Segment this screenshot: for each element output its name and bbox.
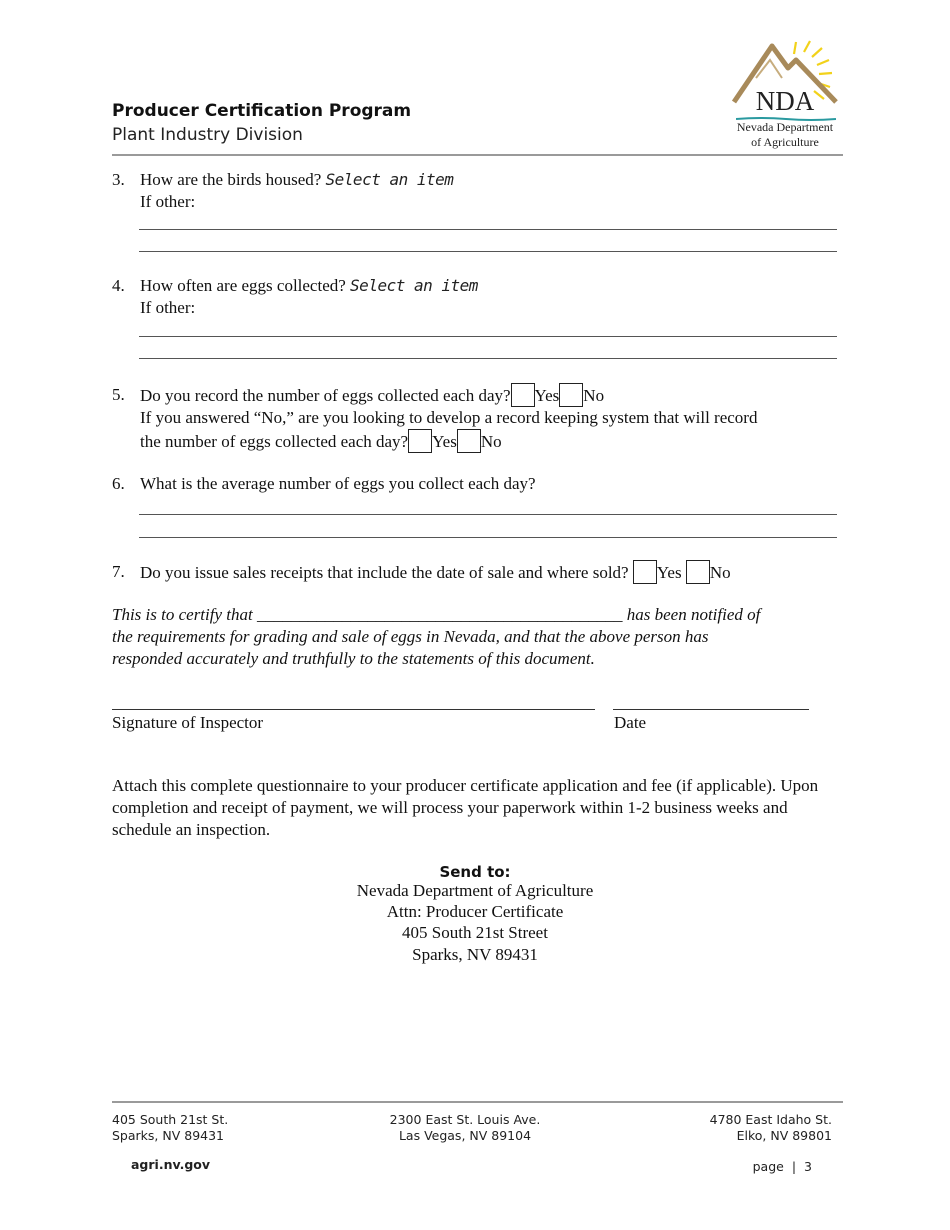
header-rule (112, 154, 843, 156)
certified-person-blank[interactable]: ___________________________________________ (256, 605, 623, 624)
cert-line-2: the requirements for grading and sale of eggs in Nevada, and that the above person has (112, 627, 709, 646)
question-5-followup-line1: If you answered “No,” are you looking to develop a record keeping system that will record (140, 408, 758, 427)
q3-other-line-2[interactable] (139, 251, 837, 252)
question-6-number: 6. (112, 474, 125, 493)
footer-address-elko-street: 4780 East Idaho St. (709, 1112, 832, 1127)
q5-no-label: No (583, 386, 605, 405)
question-4-text: How often are eggs collected? (140, 276, 346, 295)
q4-other-line-1[interactable] (139, 336, 837, 337)
footer-address-sparks (112, 1112, 228, 1144)
date-line[interactable] (613, 709, 809, 710)
page-label: page (752, 1159, 784, 1174)
footer-address-elko-city: Elko, NV 89801 (736, 1128, 832, 1143)
q5-followup-no-checkbox[interactable] (457, 429, 481, 453)
question-4-other-label: If other: (140, 298, 196, 317)
birds-housed-select[interactable]: Select an item (325, 170, 454, 189)
q5-yes-checkbox[interactable] (511, 383, 535, 407)
q7-yes-label: Yes (656, 563, 682, 582)
question-3-text: How are the birds housed? (140, 170, 322, 189)
footer-address-sparks-street: 405 South 21st St. (112, 1112, 229, 1127)
q5-followup-no-label: No (480, 432, 502, 451)
certification-statement (112, 604, 832, 670)
question-7-text: Do you issue sales receipts that include the date of sale and where sold? (140, 563, 629, 582)
date-label: Date (614, 713, 647, 732)
instructions-paragraph: Attach this complete questionnaire to your producer certificate application and fee (if applicable). Upon completion and receipt of payment, we will process your paperwork within 1-2 business weeks and schedule an inspection. (112, 776, 819, 839)
q3-other-line-1[interactable] (139, 229, 837, 230)
footer-address-elko (640, 1112, 832, 1144)
q5-followup-yes-label: Yes (432, 432, 457, 451)
send-to-line-4: Sparks, NV 89431 (412, 945, 538, 964)
program-title: Producer Certification Program (112, 101, 412, 121)
q6-answer-line-2[interactable] (139, 537, 837, 538)
send-to-label: Send to: (439, 863, 511, 881)
footer-address-sparks-city: Sparks, NV 89431 (112, 1128, 225, 1143)
q5-no-checkbox[interactable] (559, 383, 583, 407)
logo-line1: Nevada Department (736, 120, 834, 134)
q7-no-checkbox[interactable] (686, 560, 710, 584)
question-4-number: 4. (112, 276, 125, 295)
question-6-text: What is the average number of eggs you collect each day? (140, 474, 536, 493)
q7-yes-checkbox[interactable] (633, 560, 657, 584)
footer-address-lv-city: Las Vegas, NV 89104 (398, 1128, 532, 1143)
question-5-text: Do you record the number of eggs collected each day? (140, 386, 511, 405)
nda-logo-icon (726, 38, 844, 113)
logo-line2: of Agriculture (751, 135, 819, 149)
inspector-signature-line[interactable] (112, 709, 595, 710)
nda-logo (726, 38, 844, 150)
footer-address-lv-street: 2300 East St. Louis Ave. (389, 1112, 541, 1127)
question-3-other-label: If other: (140, 192, 196, 211)
send-to-line-1: Nevada Department of Agriculture (356, 881, 594, 900)
q4-other-line-2[interactable] (139, 358, 837, 359)
q5-followup-yes-checkbox[interactable] (408, 429, 432, 453)
question-5-number: 5. (112, 385, 125, 404)
cert-line-3: responded accurately and truthfully to the statements of this document. (112, 649, 595, 668)
page-number: 3 (804, 1159, 812, 1174)
cert-prefix: This is to certify that (112, 605, 253, 624)
division-subtitle: Plant Industry Division (112, 125, 303, 145)
q7-no-label: No (709, 563, 731, 582)
page-indicator (700, 1159, 812, 1175)
question-7-number: 7. (112, 562, 125, 581)
website-link[interactable]: agri.nv.gov (131, 1157, 211, 1172)
cert-suffix: has been notified of (626, 605, 761, 624)
q6-answer-line-1[interactable] (139, 514, 837, 515)
footer-rule (112, 1101, 843, 1103)
svg-text:NDA: NDA (755, 86, 815, 113)
send-to-line-2: Attn: Producer Certificate (386, 902, 564, 921)
q5-yes-label: Yes (534, 386, 560, 405)
eggs-collected-select[interactable]: Select an item (350, 276, 478, 295)
question-3-number: 3. (112, 170, 125, 189)
send-to-line-3: 405 South 21st Street (402, 923, 548, 942)
question-5-followup-line2: the number of eggs collected each day? (140, 432, 409, 451)
footer-address-las-vegas (330, 1112, 600, 1144)
inspector-signature-label: Signature of Inspector (112, 713, 264, 732)
page-separator: | (791, 1159, 797, 1174)
